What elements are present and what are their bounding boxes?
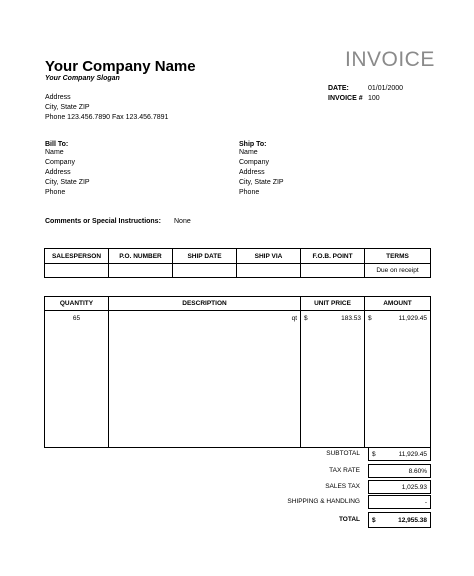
subtotal-box bbox=[368, 447, 431, 461]
ship-to-label: Ship To: bbox=[239, 141, 267, 148]
header-terms: TERMS bbox=[365, 249, 431, 264]
order-info-value-row bbox=[45, 264, 431, 278]
item-amount-cell bbox=[365, 311, 431, 448]
total-value: 12,955.38 bbox=[398, 517, 427, 524]
header-description: DESCRIPTION bbox=[109, 297, 301, 311]
po-number-value bbox=[109, 264, 173, 278]
bill-to-block bbox=[45, 141, 90, 198]
ship-to-city: City, State ZIP bbox=[239, 179, 284, 186]
item-unit-price: 183.53 bbox=[341, 315, 361, 322]
shipping-box bbox=[368, 495, 431, 509]
header-po-number: P.O. NUMBER bbox=[109, 249, 173, 264]
bill-to-address: Address bbox=[45, 169, 71, 176]
header-unit-price: UNIT PRICE bbox=[301, 297, 365, 311]
ship-to-company: Company bbox=[239, 159, 269, 166]
invoice-number: 100 bbox=[368, 95, 380, 102]
invoice-number-label: INVOICE # bbox=[328, 95, 363, 102]
line-items-table bbox=[44, 296, 431, 448]
header-ship-via: SHIP VIA bbox=[237, 249, 301, 264]
tax-rate-label: TAX RATE bbox=[329, 467, 360, 474]
unit-price-currency: $ bbox=[304, 315, 308, 322]
shipping-value: - bbox=[424, 499, 427, 506]
item-quantity: 65 bbox=[45, 311, 109, 448]
bill-to-phone: Phone bbox=[45, 189, 66, 196]
subtotal-value: 11,929.45 bbox=[398, 451, 427, 458]
shipping-label: SHIPPING & HANDLING bbox=[287, 498, 360, 505]
tax-rate-box bbox=[368, 464, 431, 478]
subtotal-label: SUBTOTAL bbox=[326, 450, 360, 457]
header-salesperson: SALESPERSON bbox=[45, 249, 109, 264]
tax-rate-value: 8.60% bbox=[408, 468, 427, 475]
ship-to-name: Name bbox=[239, 149, 258, 156]
date-label: DATE: bbox=[328, 85, 349, 92]
items-header-row bbox=[45, 297, 431, 311]
header-ship-date: SHIP DATE bbox=[173, 249, 237, 264]
amount-currency: $ bbox=[368, 315, 372, 322]
ship-date-value bbox=[173, 264, 237, 278]
order-info-header-row bbox=[45, 249, 431, 264]
company-phone-fax: Phone 123.456.7890 Fax 123.456.7891 bbox=[45, 114, 169, 121]
sales-tax-value: 1,025.93 bbox=[401, 484, 427, 491]
total-box bbox=[368, 512, 431, 528]
header-fob-point: F.O.B. POINT bbox=[301, 249, 365, 264]
ship-via-value bbox=[237, 264, 301, 278]
table-row bbox=[45, 311, 431, 448]
ship-to-phone: Phone bbox=[239, 189, 260, 196]
total-currency: $ bbox=[372, 517, 376, 524]
company-name: Your Company Name bbox=[45, 58, 196, 75]
bill-to-name: Name bbox=[45, 149, 64, 156]
terms-value: Due on receipt bbox=[365, 264, 431, 278]
subtotal-currency: $ bbox=[372, 451, 376, 458]
sales-tax-box bbox=[368, 480, 431, 494]
ship-to-address: Address bbox=[239, 169, 265, 176]
item-amount: 11,929.45 bbox=[398, 315, 427, 322]
company-address: Address bbox=[45, 94, 71, 101]
bill-to-company: Company bbox=[45, 159, 75, 166]
header-amount: AMOUNT bbox=[365, 297, 431, 311]
bill-to-city: City, State ZIP bbox=[45, 179, 90, 186]
item-description: qt bbox=[109, 311, 301, 448]
item-unit-price-cell bbox=[301, 311, 365, 448]
header-quantity: QUANTITY bbox=[45, 297, 109, 311]
bill-to-label: Bill To: bbox=[45, 141, 69, 148]
total-label: TOTAL bbox=[338, 516, 360, 523]
fob-point-value bbox=[301, 264, 365, 278]
sales-tax-label: SALES TAX bbox=[325, 483, 360, 490]
comments-label: Comments or Special Instructions: bbox=[45, 218, 161, 225]
order-info-table bbox=[44, 248, 431, 278]
invoice-date: 01/01/2000 bbox=[368, 85, 404, 92]
company-city: City, State ZIP bbox=[45, 104, 90, 111]
invoice-title: INVOICE bbox=[345, 48, 435, 71]
company-slogan: Your Company Slogan bbox=[45, 75, 120, 82]
ship-to-block bbox=[239, 141, 284, 198]
salesperson-value bbox=[45, 264, 109, 278]
comments-value: None bbox=[174, 218, 191, 225]
